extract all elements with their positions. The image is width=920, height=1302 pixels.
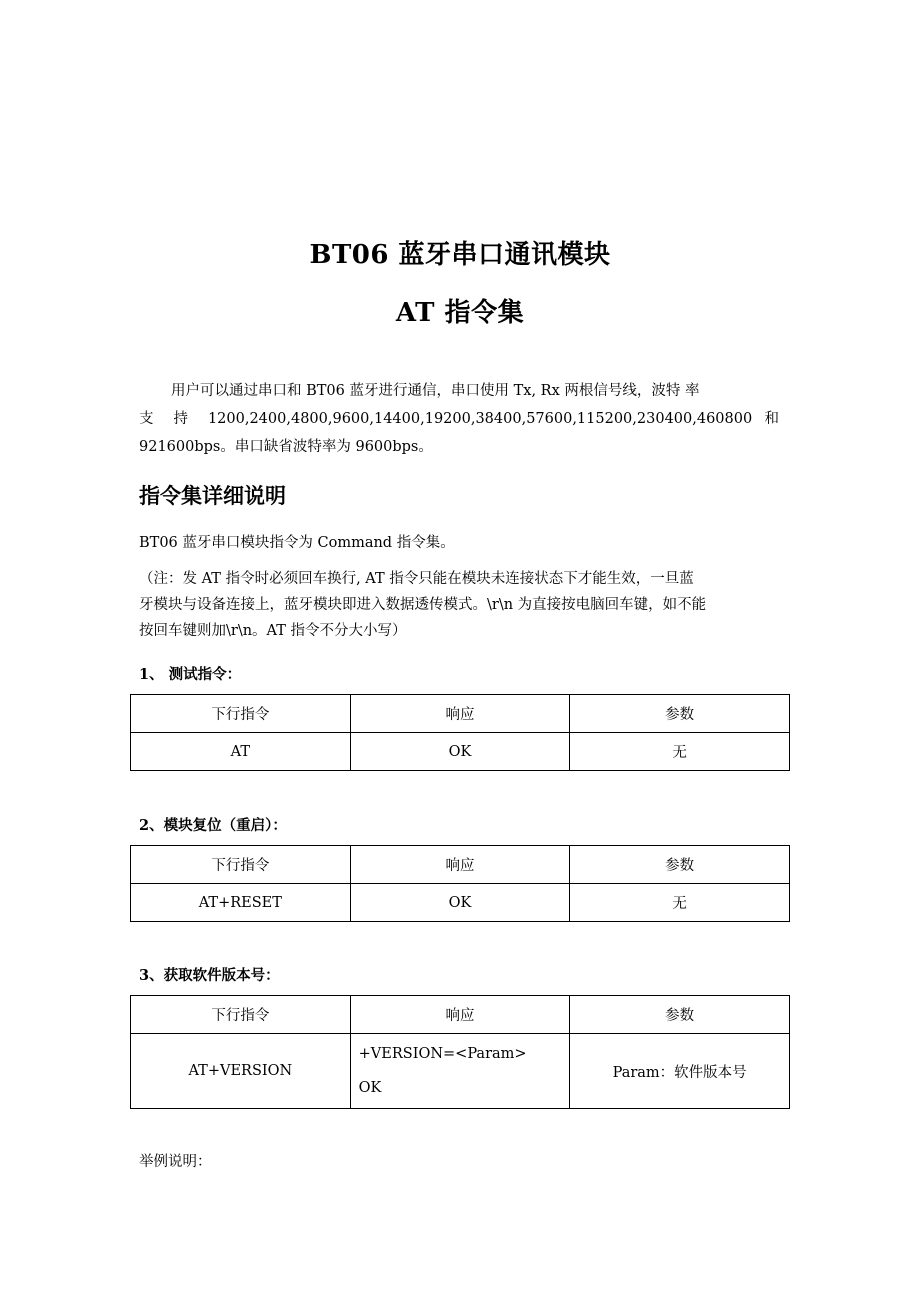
intro-line-3: 921600bps。串口缺省波特率为 9600bps。 xyxy=(139,439,433,455)
note-line-3: 按回车键则加\r\n。AT 指令不分大小写） xyxy=(139,623,407,639)
header-param: 参数 xyxy=(570,996,790,1034)
header-command: 下行指令 xyxy=(131,996,351,1034)
response-line-1: +VERSION=<Param> xyxy=(358,1046,527,1062)
command-set-paragraph: BT06 蓝牙串口模块指令为 Command 指令集。 xyxy=(139,535,455,551)
response-cell: OK xyxy=(350,733,570,771)
reset-command-table xyxy=(130,845,790,922)
section-1-label: 1、 测试指令： xyxy=(139,666,242,683)
document-title: BT06 蓝牙串口通讯模块 xyxy=(309,240,611,270)
section-3-label: 3、获取软件版本号： xyxy=(139,967,280,984)
response-cell: OK xyxy=(350,884,570,922)
header-param: 参数 xyxy=(570,846,790,884)
command-cell: AT xyxy=(131,733,351,771)
intro-paragraph xyxy=(139,377,779,461)
test-command-table xyxy=(130,694,790,771)
header-response: 响应 xyxy=(350,695,570,733)
param-cell: 无 xyxy=(570,733,790,771)
note-paragraph xyxy=(139,566,779,644)
response-line-2: OK xyxy=(358,1080,382,1096)
document-subtitle: AT 指令集 xyxy=(395,298,525,328)
header-param: 参数 xyxy=(570,695,790,733)
response-cell xyxy=(350,1034,570,1109)
section-heading: 指令集详细说明 xyxy=(139,484,286,508)
note-line-2: 牙模块与设备连接上，蓝牙模块即进入数据透传模式。\r\n 为直接按电脑回车键，如不能 xyxy=(139,597,707,613)
command-cell: AT+RESET xyxy=(131,884,351,922)
note-line-1: （注：发 AT 指令时必须回车换行, AT 指令只能在模块未连接状态下才能生效，一旦蓝 xyxy=(139,571,694,587)
header-command: 下行指令 xyxy=(131,695,351,733)
version-command-table xyxy=(130,995,790,1109)
param-cell: Param：软件版本号 xyxy=(570,1034,790,1109)
section-2-label: 2、模块复位（重启）： xyxy=(139,817,287,834)
intro-line-1: 用户可以通过串口和 BT06 蓝牙进行通信，串口使用 Tx, Rx 两根信号线，波特 率 xyxy=(171,383,700,399)
param-cell: 无 xyxy=(570,884,790,922)
header-response: 响应 xyxy=(350,996,570,1034)
intro-line-2: 支 持 1200,2400,4800,9600,14400,19200,38400,57600,115200,230400,460800 和 xyxy=(139,411,779,427)
header-response: 响应 xyxy=(350,846,570,884)
example-label: 举例说明： xyxy=(139,1154,212,1170)
header-command: 下行指令 xyxy=(131,846,351,884)
command-cell: AT+VERSION xyxy=(131,1034,351,1109)
